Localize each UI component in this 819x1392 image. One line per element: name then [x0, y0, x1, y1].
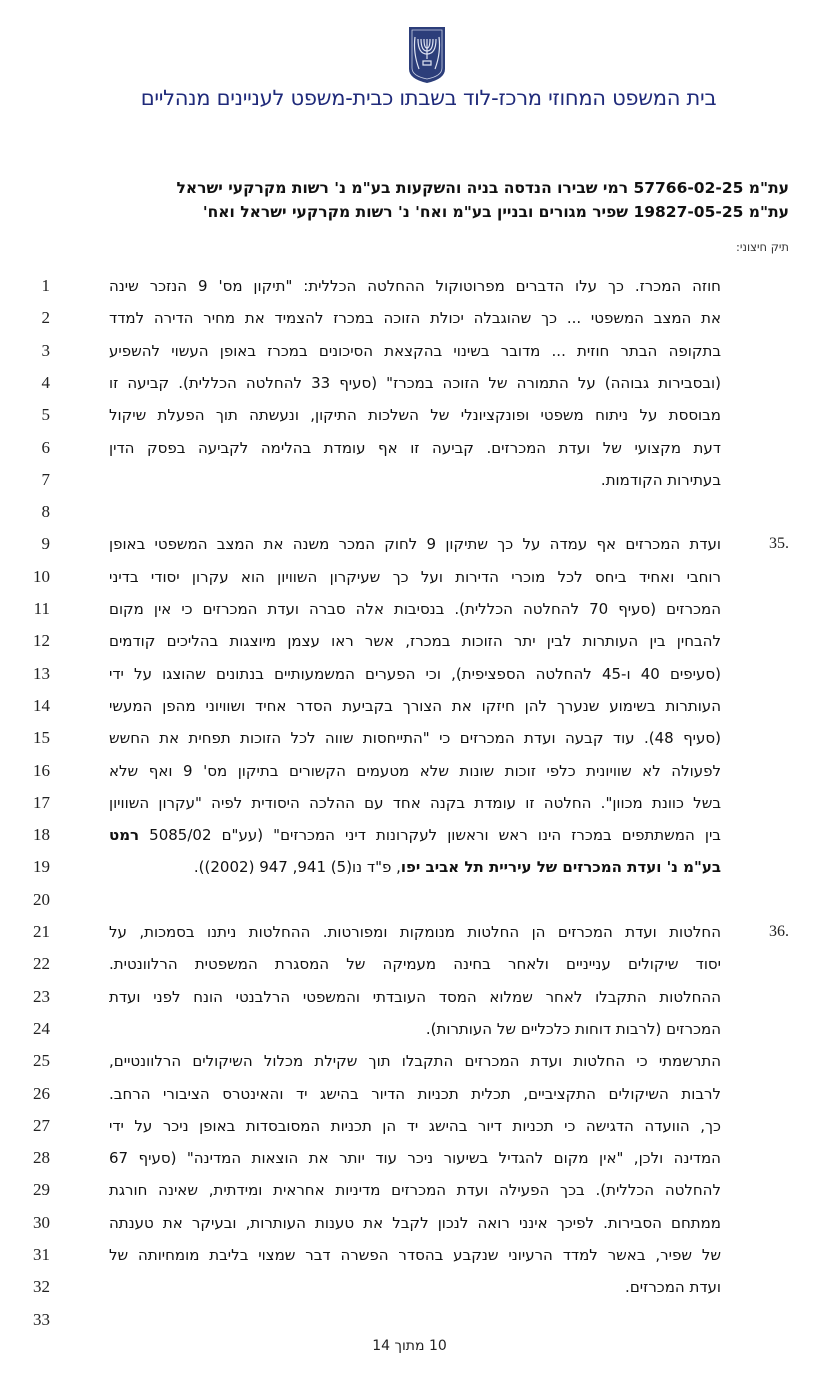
case-caption — [100, 176, 789, 224]
line-number: 32 — [33, 1277, 50, 1296]
line-number: 25 — [33, 1051, 50, 1070]
line-text: המכרזים (סעיף 70 להחלטה הכללית). בנסיבות אלה סברה ועדת המכרזים כי אין מקום — [109, 600, 721, 618]
line-text: (ובסבירות גבוהה) על התמורה של הזוכה במכרז" (סעיף 33 להחלטה הכללית). קביעה זו — [109, 374, 721, 392]
line-text: (סעיפים 40 ו-45 להחלטה הספציפית), וכי הפערים המשמעותיים בנתונים שהוצגו על ידי — [109, 665, 721, 683]
line-text: המדינה ולכן, "אין מקום להגדיל בשיעור ניכר עוד יותר את הוצאות המדינה" (סעיף 67 — [109, 1149, 721, 1167]
line-number: 14 — [33, 696, 50, 715]
line-number: 4 — [41, 373, 50, 392]
line-text: דעת מקצועי של ועדת המכרזים. קביעה זו אף עומדת בהלימה לקביעה בפסק הדין — [109, 439, 721, 457]
line-number: 27 — [33, 1116, 50, 1135]
line-text: לרבות השיקולים התקציביים, תכלית תכניות הדיור בהישג יד והאינטרס הציבורי הרחב. — [109, 1085, 721, 1103]
case-line-2: עת"מ 19827-05-25 שפיר מגורים ובניין בע"מ ואח' נ' רשות מקרקעי ישראל ואח' — [202, 203, 789, 221]
line-text: בתקופה הבתר חוזית ... מדובר בשינוי בהקצאת הסיכונים במכרז באופן העשוי להשפיע — [109, 342, 721, 360]
case-line-1: עת"מ 57766-02-25 רמי שבירו הנדסה בניה והשקעות בע"מ נ' רשות מקרקעי ישראל — [176, 179, 789, 197]
line-number: 23 — [33, 987, 50, 1006]
text-line — [109, 568, 721, 586]
text-line — [109, 535, 721, 553]
text-line — [109, 923, 721, 941]
text-line — [109, 277, 721, 295]
case-citation-bold: בע"מ נ' ועדת המכרזים של עיריית תל אביב יפו — [400, 858, 721, 876]
text-line — [109, 1052, 721, 1070]
case-citation-bold: רמט — [109, 826, 140, 844]
line-text: להחלטה הכללית). בכך הפעילה ועדת המכרזים מדיניות אחראית ומידתית, שאינה חורגת — [109, 1181, 721, 1199]
line-text: את המצב המשפטי ... כך שהוגבלה יכולת הזוכה במכרז להצמיד את מחיר הדירה למדד — [109, 309, 721, 327]
line-text: לפעולה לא שוויונית כלפי זוכות שונות שלא מטעמים הקשורים בתיקון מס' 9 ואף שלא — [109, 762, 721, 780]
line-number: 12 — [33, 631, 50, 650]
line-number: 7 — [41, 470, 50, 489]
line-text: להבחין בין העותרות לבין יתר הזוכות במכרז, אשר ראו עצמן מיוצגות בהליכים קודמים — [109, 632, 721, 650]
paragraph-number: 36. — [769, 923, 789, 940]
line-text: המכרזים (לרבות דוחות כלכליים של העותרות). — [425, 1020, 721, 1038]
line-text: רוחבי ואחיד ביחס לכל מוכרי הדירות ועל כך שעיקרון השוויון הוא עקרון יסודי בדיני — [109, 568, 721, 586]
line-text: מבוססת על ניתוח משפטי ופונקציונלי של השלכות התיקון, ונעשתה תוך הפעלת שיקול — [109, 406, 721, 424]
line-number: 11 — [33, 599, 50, 618]
text-line — [109, 762, 721, 780]
line-number: 8 — [41, 502, 50, 521]
line-number: 17 — [33, 793, 50, 812]
text-line — [109, 988, 721, 1006]
text-line — [109, 1149, 721, 1167]
line-text: ועדת המכרזים אף עמדה על כך שתיקון 9 לחוק המכר משנה את המצב המשפטי באופן — [109, 535, 721, 553]
text-line — [109, 697, 721, 715]
page-footer — [0, 1338, 819, 1354]
text-line — [109, 1278, 721, 1296]
line-number: 10 — [33, 567, 50, 586]
text-line — [109, 858, 721, 876]
line-text: בעתירות הקודמות. — [600, 471, 721, 489]
text-line — [109, 600, 721, 618]
text-line — [109, 1020, 721, 1038]
line-text: של שפיר, באשר למדד הרעיוני שנקבע בהסדר הפשרה דבר שמצוי בליבת מומחיותה של — [109, 1246, 721, 1264]
text-line — [109, 1085, 721, 1103]
line-number: 26 — [33, 1084, 50, 1103]
state-emblem-icon — [407, 25, 447, 85]
line-text: (סעיף 48). עוד קבעה ועדת המכרזים כי "התייחסות שווה לכל הזוכות תפחית את החשש — [109, 729, 721, 747]
text-line — [109, 632, 721, 650]
line-number: 22 — [33, 954, 50, 973]
line-text: יסוד שיקולים ענייניים ולאחר בחינה מעמיקה של המסגרת המשפטית הרלוונטית. — [109, 955, 721, 973]
text-line — [109, 374, 721, 392]
line-text: בין המשתתפים במכרז הינו ראש וראשון לעקרונות דיני המכרזים" (עע"ם 5085/02 — [139, 826, 721, 844]
line-number: 29 — [33, 1180, 50, 1199]
court-name-text: בית המשפט המחוזי מרכז-לוד בשבתו כבית-משפט לעניינים מנהליים — [140, 86, 717, 110]
line-text: העותרות בשימוע שנערך להן חיזקו את הצורך בקביעת הסדר אחיד ושוויוני מהפן המעשי — [109, 697, 721, 715]
line-number: 21 — [33, 922, 50, 941]
line-number: 5 — [41, 405, 50, 424]
line-number: 30 — [33, 1213, 50, 1232]
line-number: 1 — [41, 276, 50, 295]
line-number: 15 — [33, 728, 50, 747]
external-file-label: תיק חיצוני: — [735, 240, 789, 254]
line-number: 2 — [41, 308, 50, 327]
text-line — [109, 471, 721, 489]
line-number: 20 — [33, 890, 50, 909]
line-number: 9 — [41, 534, 50, 553]
line-number: 13 — [33, 664, 50, 683]
text-line — [109, 439, 721, 457]
paragraph-number: 35. — [769, 535, 789, 552]
text-line — [109, 729, 721, 747]
line-number: 24 — [33, 1019, 50, 1038]
line-number: 33 — [33, 1310, 50, 1329]
text-line — [109, 1246, 721, 1264]
page-number: 10 מתוך 14 — [372, 1338, 447, 1354]
text-line — [109, 406, 721, 424]
text-line — [109, 665, 721, 683]
text-line — [109, 955, 721, 973]
line-text: חוזה המכרז. כך עלו הדברים מפרוטוקול ההחלטה הכללית: "תיקון מס' 9 הנזכר שינה — [109, 277, 721, 295]
text-line — [109, 1117, 721, 1135]
text-line — [109, 309, 721, 327]
court-name-heading — [0, 86, 819, 110]
text-line — [109, 1214, 721, 1232]
line-text: התרשמתי כי החלטות ועדת המכרזים התקבלו תוך שקילת מכלול השיקולים הרלוונטיים, — [109, 1052, 721, 1070]
line-text: ועדת המכרזים. — [625, 1278, 721, 1296]
line-number: 6 — [41, 438, 50, 457]
text-line — [109, 1181, 721, 1199]
line-number: 18 — [33, 825, 50, 844]
line-number: 31 — [33, 1245, 50, 1264]
line-number: 19 — [33, 857, 50, 876]
line-number: 28 — [33, 1148, 50, 1167]
line-text: בשל כוונת מכוון". החלטה זו עומדת בקנה אחד עם ההלכה היסודית לפיה "עקרון השוויון — [109, 794, 721, 812]
line-text: החלטות ועדת המכרזים הן החלטות מנומקות ומפורטות. ההחלטות ניתנו בסמכות, על — [109, 923, 721, 941]
line-text: ממתחם הסבירות. לפיכך אינני רואה לנכון לקבל את טענות העותרות, ובעיקר את טענתה — [109, 1214, 721, 1232]
line-number: 3 — [41, 341, 50, 360]
text-line — [109, 342, 721, 360]
line-number: 16 — [33, 761, 50, 780]
text-line — [109, 794, 721, 812]
line-text: כך, הוועדה הדגישה כי תכניות דיור בהישג יד הן תכניות המסובסדות באופן ניכר על ידי — [109, 1117, 721, 1135]
text-line — [109, 826, 721, 844]
line-text: , פ"ד נו(5) 941, 947 (2002)). — [193, 858, 401, 876]
line-text: ההחלטות התקבלו לאחר שמלוא המסד העובדתי והמשפטי הרלבנטי הונח לפני ועדת — [109, 988, 721, 1006]
